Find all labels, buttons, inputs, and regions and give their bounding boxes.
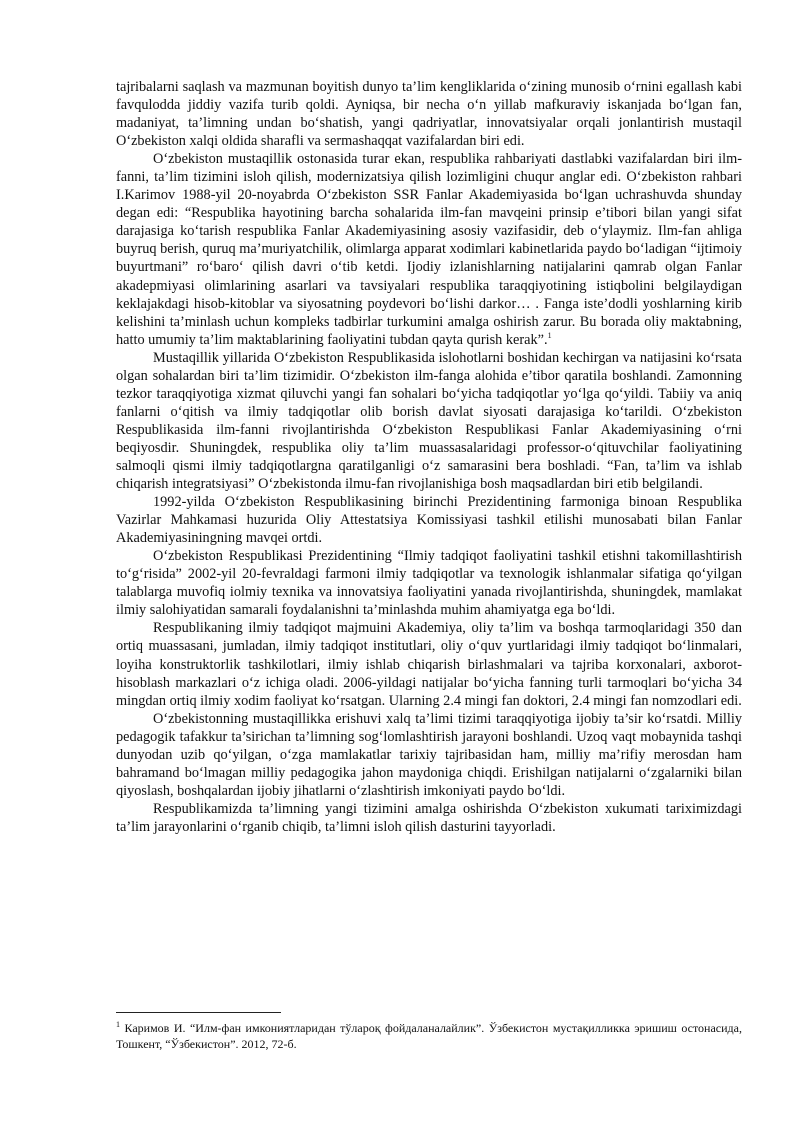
footnote-divider [116, 1012, 281, 1013]
paragraph: tajribalarni saqlash va mazmunan boyitish dunyo ta’lim kengliklarida o‘zining munosib o‘rnini egallash kabi favqulodda jiddiy vazifa turib qoldi. Ayniqsa, bir necha o‘n yillab mafkuraviy iskanjada bo‘lgan fan, madaniyat, ta’limning undan bo‘shatish, yangi qadriyatlar, innovatsiyalar orqali jonlantirish mustaqil O‘zbekiston xalqi oldida sharafli va sermashaqqat vazifalardan biri edi. [116, 79, 742, 150]
footnote-text: Каримов И. “Илм-фан имкониятларидан тўлароқ фойдаланалайлик”. Ўзбекистон мустақилликка эришиш остонасида, Тошкент, “Ўзбекистон”. 2012, 72-б. [116, 1021, 742, 1051]
body-text [116, 78, 742, 836]
paragraph: Mustaqillik yillarida O‘zbekiston Respublikasida islohotlarni boshidan kechirgan va natijasini ko‘rsata olgan sohalardan biri ta’lim tizimidir. O‘zbekiston ilm-fanga alohida e’tibor qaratila boshlandi. Zamonning tezkor taraqqiyotiga xizmat qiluvchi yangi fan sohalari bo‘yicha tadqiqotlar yo‘lga qo‘yildi. Tabiiy va aniq fanlarni o‘qitish va ilmiy tadqiqotlar olib borish davlat siyosati darajasiga ko‘tarildi. O‘zbekiston Respublikasida ilm-fanni rivojlantirishda O‘zbekiston Respublikasi Fanlar Akademiyasining o‘rni beqiyosdir. Shuningdek, respublika oliy ta’lim muassasalaridagi professor-o‘qituvchilar faoliyatining salmoqli qismi ilmiy tadqiqotlargna qaratilganligi o‘z samarasini bera boshladi. “Fan, ta’lim va ishlab chiqarish integratsiyasi” O‘zbekistonda ilmu-fan rivojlanishiga bosh maqsadlardan biri etib belgilandi. [116, 349, 742, 493]
paragraph-text: O‘zbekiston mustaqillik ostonasida turar ekan, respublika rahbariyati dastlabki vazifalardan biri ilm-fanni, ta’lim tizimini isloh qilish, modernizatsiya qilish lozimligini chuqur anglar edi. O‘zbekiston rahbari I.Karimov 1988-yil 20-noyabrda O‘zbekiston SSR Fanlar Akademiyasida bo‘lgan uchrashuvda shunday degan edi: “Respublika hayotining barcha sohalarida ilm-fan mavqeini prinsip e’tibori bilan yangi sifat darajasiga ko‘tarish respublika Fanlar Akademiyasining asosiy vazifasidir, deb o‘ylaymiz. Ilm-fan ahliga buyruq berish, quruq ma’muriyatchilik, olimlarga apparat xodimlari kabinetlarida paydo bo‘ladigan “ijtimoiy buyurtmani” ro‘baro‘ qilish davri o‘tib ketdi. Ijodiy izlanishlarning natijalarini qamrab olgan Fanlar akadepmiyasi olimlarining asarlari va tavsiyalari respublika taraqqiyotining istiqbolini belgilaydigan keklajakdagi hisob-kitoblar va siyosatning poydevori bo‘lishi darkor… . Fanga iste’dodli yoshlarning kirib kelishini ta’minlash uchun kompleks tadbirlar turkumini amalga oshirish zarur. Bu borada oliy maktabning, hatto umumiy ta’lim maktablarining faoliyatini tubdan qayta qurish kerak”. [116, 151, 742, 348]
footnote-marker: 1 [116, 1020, 120, 1029]
paragraph [116, 150, 742, 349]
paragraph: O‘zbekiston Respublikasi Prezidentining “Ilmiy tadqiqot faoliyatini tashkil etishni takomillashtirish to‘g‘risida” 2002-yil 20-fevraldagi farmoni ilmiy tadqiqotlar va texnologik ishlanmalar sifatiga qo‘yilgan talablarga muvofiq iolmiy texnika va innovatsiya faoliyatini yanada rivojlantirishda, shuningdek, mamlakat ilmiy salohiyatidan samarali foydalanishni ta’minlashda muhim ahamiyatga ega bo‘ldi. [116, 548, 742, 619]
paragraph: O‘zbekistonning mustaqillikka erishuvi xalq ta’limi tizimi taraqqiyotiga ijobiy ta’sir ko‘rsatdi. Milliy pedagogik tafakkur ta’sirichan ta’limning sog‘lomlashtirish jarayoni boshlandi. Uzoq vaqt mobaynida tashqi dunyodan uzib qo‘yilgan, o‘zga mamlakatlar tarixiy tajribasidan ham, milliy ma’rifiy merosdan ham bahramand bo‘lmagan milliy pedagogika jahon maydoniga chiqdi. Erishilgan natijalarni o‘zgalarniki bilan qiyoslash, boshqalardan ijobiy jihatlarni o‘zlashtirish imkoniyati paydo bo‘ldi. [116, 710, 742, 799]
paragraph: Respublikamizda ta’limning yangi tizimini amalga oshirishda O‘zbekiston xukumati tariximizdagi ta’lim jarayonlarini o‘rganib chiqib, ta’limni isloh qilish dasturini tayyorladi. [116, 800, 742, 835]
footnote [116, 1020, 742, 1052]
paragraph: Respublikaning ilmiy tadqiqot majmuini Akademiya, oliy ta’lim va boshqa tarmoqlaridagi 350 dan ortiq muassasani, jumladan, ilmiy tadqiqot institutlari, oliy o‘quv yurtlaridagi ilmiy tadqiqot bo‘linmalari, loyiha konstruktorlik tashkilotlari, ilmiy ishlab chiqarish birlashmalari va tajriba korxonalari, axborot-hisoblash markazlari o‘z ichiga oladi. 2006-yildagi natijalar bo‘yicha fanning turli tarmoqlari bo‘yicha 34 mingdan ortiq ilmiy xodim faoliyat ko‘rsatgan. Ularning 2.4 mingi fan doktori, 2.4 mingi fan nomzodlari edi. [116, 620, 742, 709]
paragraph: 1992-yilda O‘zbekiston Respublikasining birinchi Prezidentining farmoniga binoan Respublika Vazirlar Mahkamasi huzurida Oliy Attestatsiya Komissiyasi tashkil etilishi munosabati bilan Fanlar Akademiyasiningning mavqei ortdi. [116, 494, 742, 547]
footnote-reference: 1 [547, 330, 552, 340]
